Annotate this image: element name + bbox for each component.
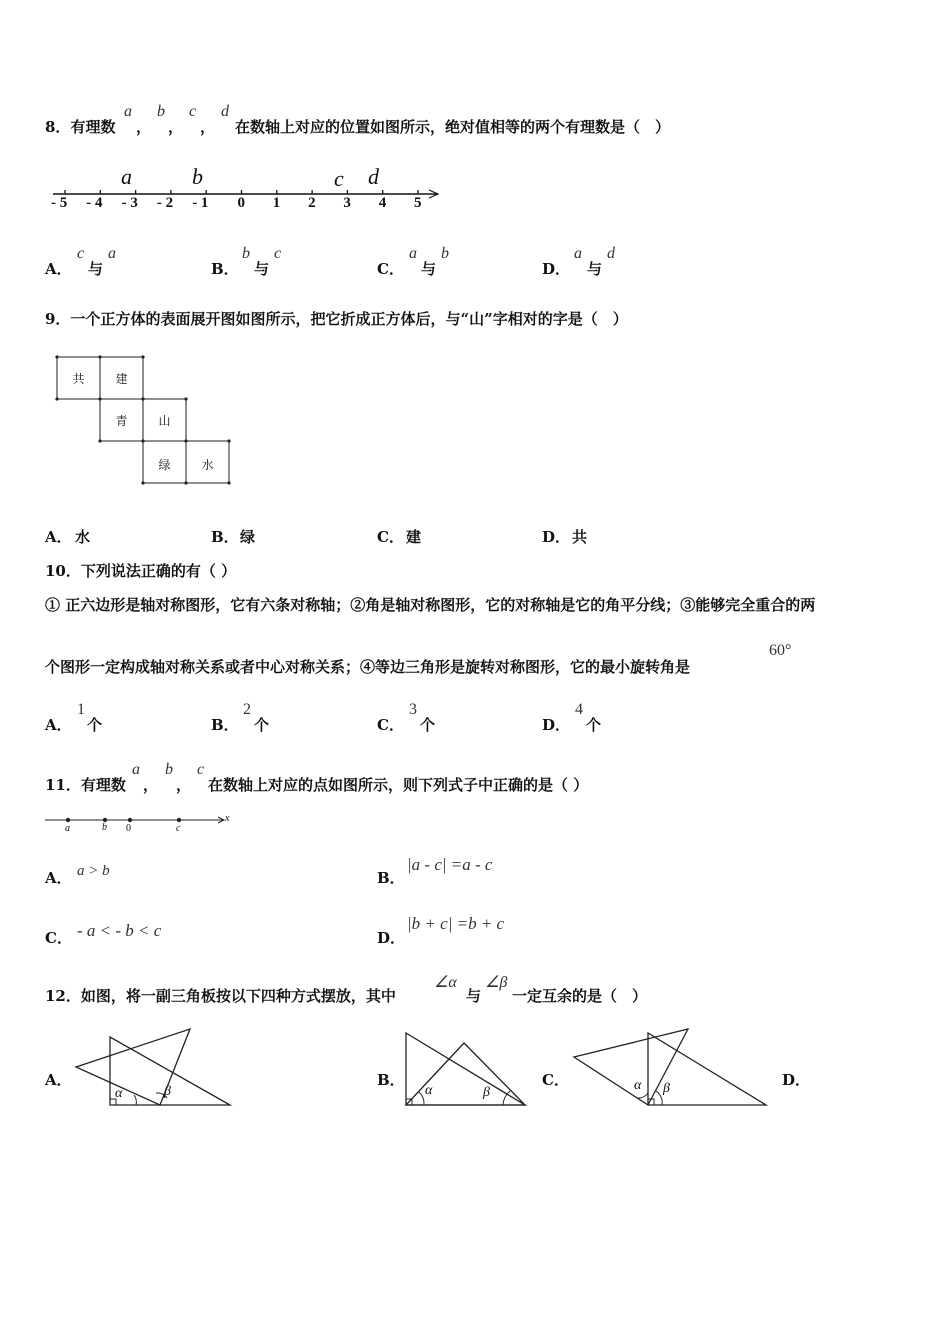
option-var: a <box>409 245 417 262</box>
q8-var-c: c <box>189 103 197 120</box>
net-cell: 绿 <box>158 458 171 472</box>
q12-stem-suffix: 一定互余的是（ ） <box>512 987 648 1005</box>
q11-stem-suffix: 在数轴上对应的点如图所示，则下列式子中正确的是（ ） <box>208 776 589 794</box>
q8-tick-label: 4 <box>378 195 387 211</box>
q8-sep: ， <box>136 118 152 136</box>
option-letter: D． <box>542 528 571 546</box>
q8-tick-label: - 4 <box>86 195 103 211</box>
q12-a-beta: β <box>164 1084 171 1099</box>
option-expr: |b + c| =b + c <box>407 914 505 933</box>
q8-tick-label: 1 <box>272 195 281 211</box>
option-unit: 个 <box>87 716 103 734</box>
q8-sep: ， <box>200 118 216 136</box>
option-unit: 个 <box>586 716 602 734</box>
option-text: 共 <box>572 528 588 546</box>
q8-tick-label: - 3 <box>121 195 138 211</box>
option-unit: 个 <box>254 716 270 734</box>
q8-axis-label-b: b <box>192 164 203 189</box>
net-cell: 青 <box>115 414 128 428</box>
option-var: b <box>242 245 250 262</box>
q11-sep: ， <box>143 776 159 794</box>
option-letter: D． <box>542 260 571 278</box>
option-letter: A． <box>45 869 72 887</box>
q11-var-b: b <box>165 761 173 778</box>
net-cell: 水 <box>201 458 214 472</box>
option-var: c <box>77 245 85 262</box>
option-mid: 与 <box>254 260 270 278</box>
q11-sep: ， <box>176 776 192 794</box>
option-mid: 与 <box>421 260 437 278</box>
q8-axis-label-a: a <box>121 164 132 189</box>
option-num: 3 <box>409 701 417 718</box>
q12-a-alpha: α <box>115 1086 123 1101</box>
option-letter: B． <box>211 528 239 546</box>
q12-figure-c <box>570 1025 780 1115</box>
q11-stem-prefix: 11．有理数 <box>45 776 126 794</box>
q10-line2: 个图形一定构成轴对称关系或者中心对称关系；④等边三角形是旋转对称图形，它的最小旋转角是 <box>45 658 691 676</box>
q12-angle-beta: ∠β <box>485 974 508 991</box>
q8-ticks <box>40 184 460 204</box>
q8-var-a: a <box>124 103 132 120</box>
option-num: 2 <box>243 701 251 718</box>
q11-axis-label-a: a <box>65 823 70 834</box>
q8-tick-label: 0 <box>237 195 245 211</box>
q12-figure-b <box>400 1025 540 1115</box>
option-text: 建 <box>406 528 422 546</box>
q8-stem-suffix: 在数轴上对应的位置如图所示，绝对值相等的两个有理数是（ ） <box>235 118 671 136</box>
q8-tick-label: - 1 <box>192 195 209 211</box>
q11-axis-label-x: x <box>225 813 230 824</box>
option-var: d <box>607 245 615 262</box>
q8-stem: 8．有理数 <box>45 118 116 136</box>
option-var: a <box>574 245 582 262</box>
option-mid: 与 <box>587 260 603 278</box>
net-cell: 建 <box>115 372 128 386</box>
q12-b-beta: β <box>483 1085 490 1100</box>
option-text: 绿 <box>240 528 256 546</box>
option-letter: C． <box>377 716 404 734</box>
q12-b-alpha: α <box>425 1083 433 1098</box>
q11-number-line <box>43 808 243 838</box>
option-var: b <box>441 245 449 262</box>
option-num: 1 <box>77 701 85 718</box>
option-letter: A． <box>45 260 72 278</box>
q12-option-a[interactable]: A． <box>45 1071 72 1089</box>
q12-stem-mid: 与 <box>466 987 482 1005</box>
option-unit: 个 <box>420 716 436 734</box>
q11-axis-label-b: b <box>102 822 107 833</box>
q8-tick-label: - 5 <box>51 195 68 211</box>
option-letter: A． <box>45 528 72 546</box>
option-letter: C． <box>45 929 72 947</box>
option-letter: B． <box>377 869 405 887</box>
q8-var-b: b <box>157 103 165 120</box>
q12-angle-alpha: ∠α <box>434 974 457 991</box>
option-var: a <box>108 245 116 262</box>
q11-axis-label-c: c <box>176 823 181 834</box>
option-text: 水 <box>75 528 91 546</box>
q8-tick-label: 5 <box>414 195 422 211</box>
q10-angle: 60° <box>769 642 792 659</box>
q8-axis-label-d: d <box>368 164 379 189</box>
option-expr: |a - c| =a - c <box>407 855 493 874</box>
q8-sep: ， <box>168 118 184 136</box>
q12-figure-a <box>72 1025 242 1115</box>
option-mid: 与 <box>88 260 104 278</box>
option-letter: C． <box>377 528 404 546</box>
option-expr: a > b <box>77 863 110 879</box>
q12-option-d[interactable]: D． <box>782 1071 811 1089</box>
q12-c-alpha: α <box>634 1078 642 1093</box>
net-cell: 共 <box>72 372 85 386</box>
option-num: 4 <box>575 701 583 718</box>
q8-tick-label: 2 <box>308 195 316 211</box>
option-letter: B． <box>211 716 239 734</box>
q9-stem: 9．一个正方体的表面展开图如图所示，把它折成正方体后，与“山”字相对的字是（ ） <box>45 310 628 328</box>
q8-tick-label: 3 <box>343 195 351 211</box>
q11-axis-label-0: 0 <box>126 823 131 834</box>
q11-var-a: a <box>132 761 140 778</box>
q10-line1: ① 正六边形是轴对称图形，它有六条对称轴；②角是轴对称图形，它的对称轴是它的角平分线；③能够完全重合的两 <box>45 596 816 614</box>
option-letter: D． <box>377 929 406 947</box>
option-letter: C． <box>377 260 404 278</box>
option-var: c <box>274 245 282 262</box>
q8-tick-label: - 2 <box>156 195 174 211</box>
option-letter: A． <box>45 716 72 734</box>
net-cell: 山 <box>158 414 171 428</box>
q12-option-b[interactable]: B． <box>377 1071 405 1089</box>
option-expr: - a < - b < c <box>77 921 162 940</box>
q11-var-c: c <box>197 761 205 778</box>
q12-c-beta: β <box>663 1081 670 1096</box>
q10-stem: 10．下列说法正确的有（ ） <box>45 562 237 580</box>
q12-option-c[interactable]: C． <box>542 1071 569 1089</box>
option-letter: D． <box>542 716 571 734</box>
q8-axis-label-c: c <box>334 166 344 191</box>
q8-var-d: d <box>221 103 229 120</box>
q12-stem-prefix: 12．如图，将一副三角板按以下四种方式摆放，其中 <box>45 987 396 1005</box>
option-letter: B． <box>211 260 239 278</box>
